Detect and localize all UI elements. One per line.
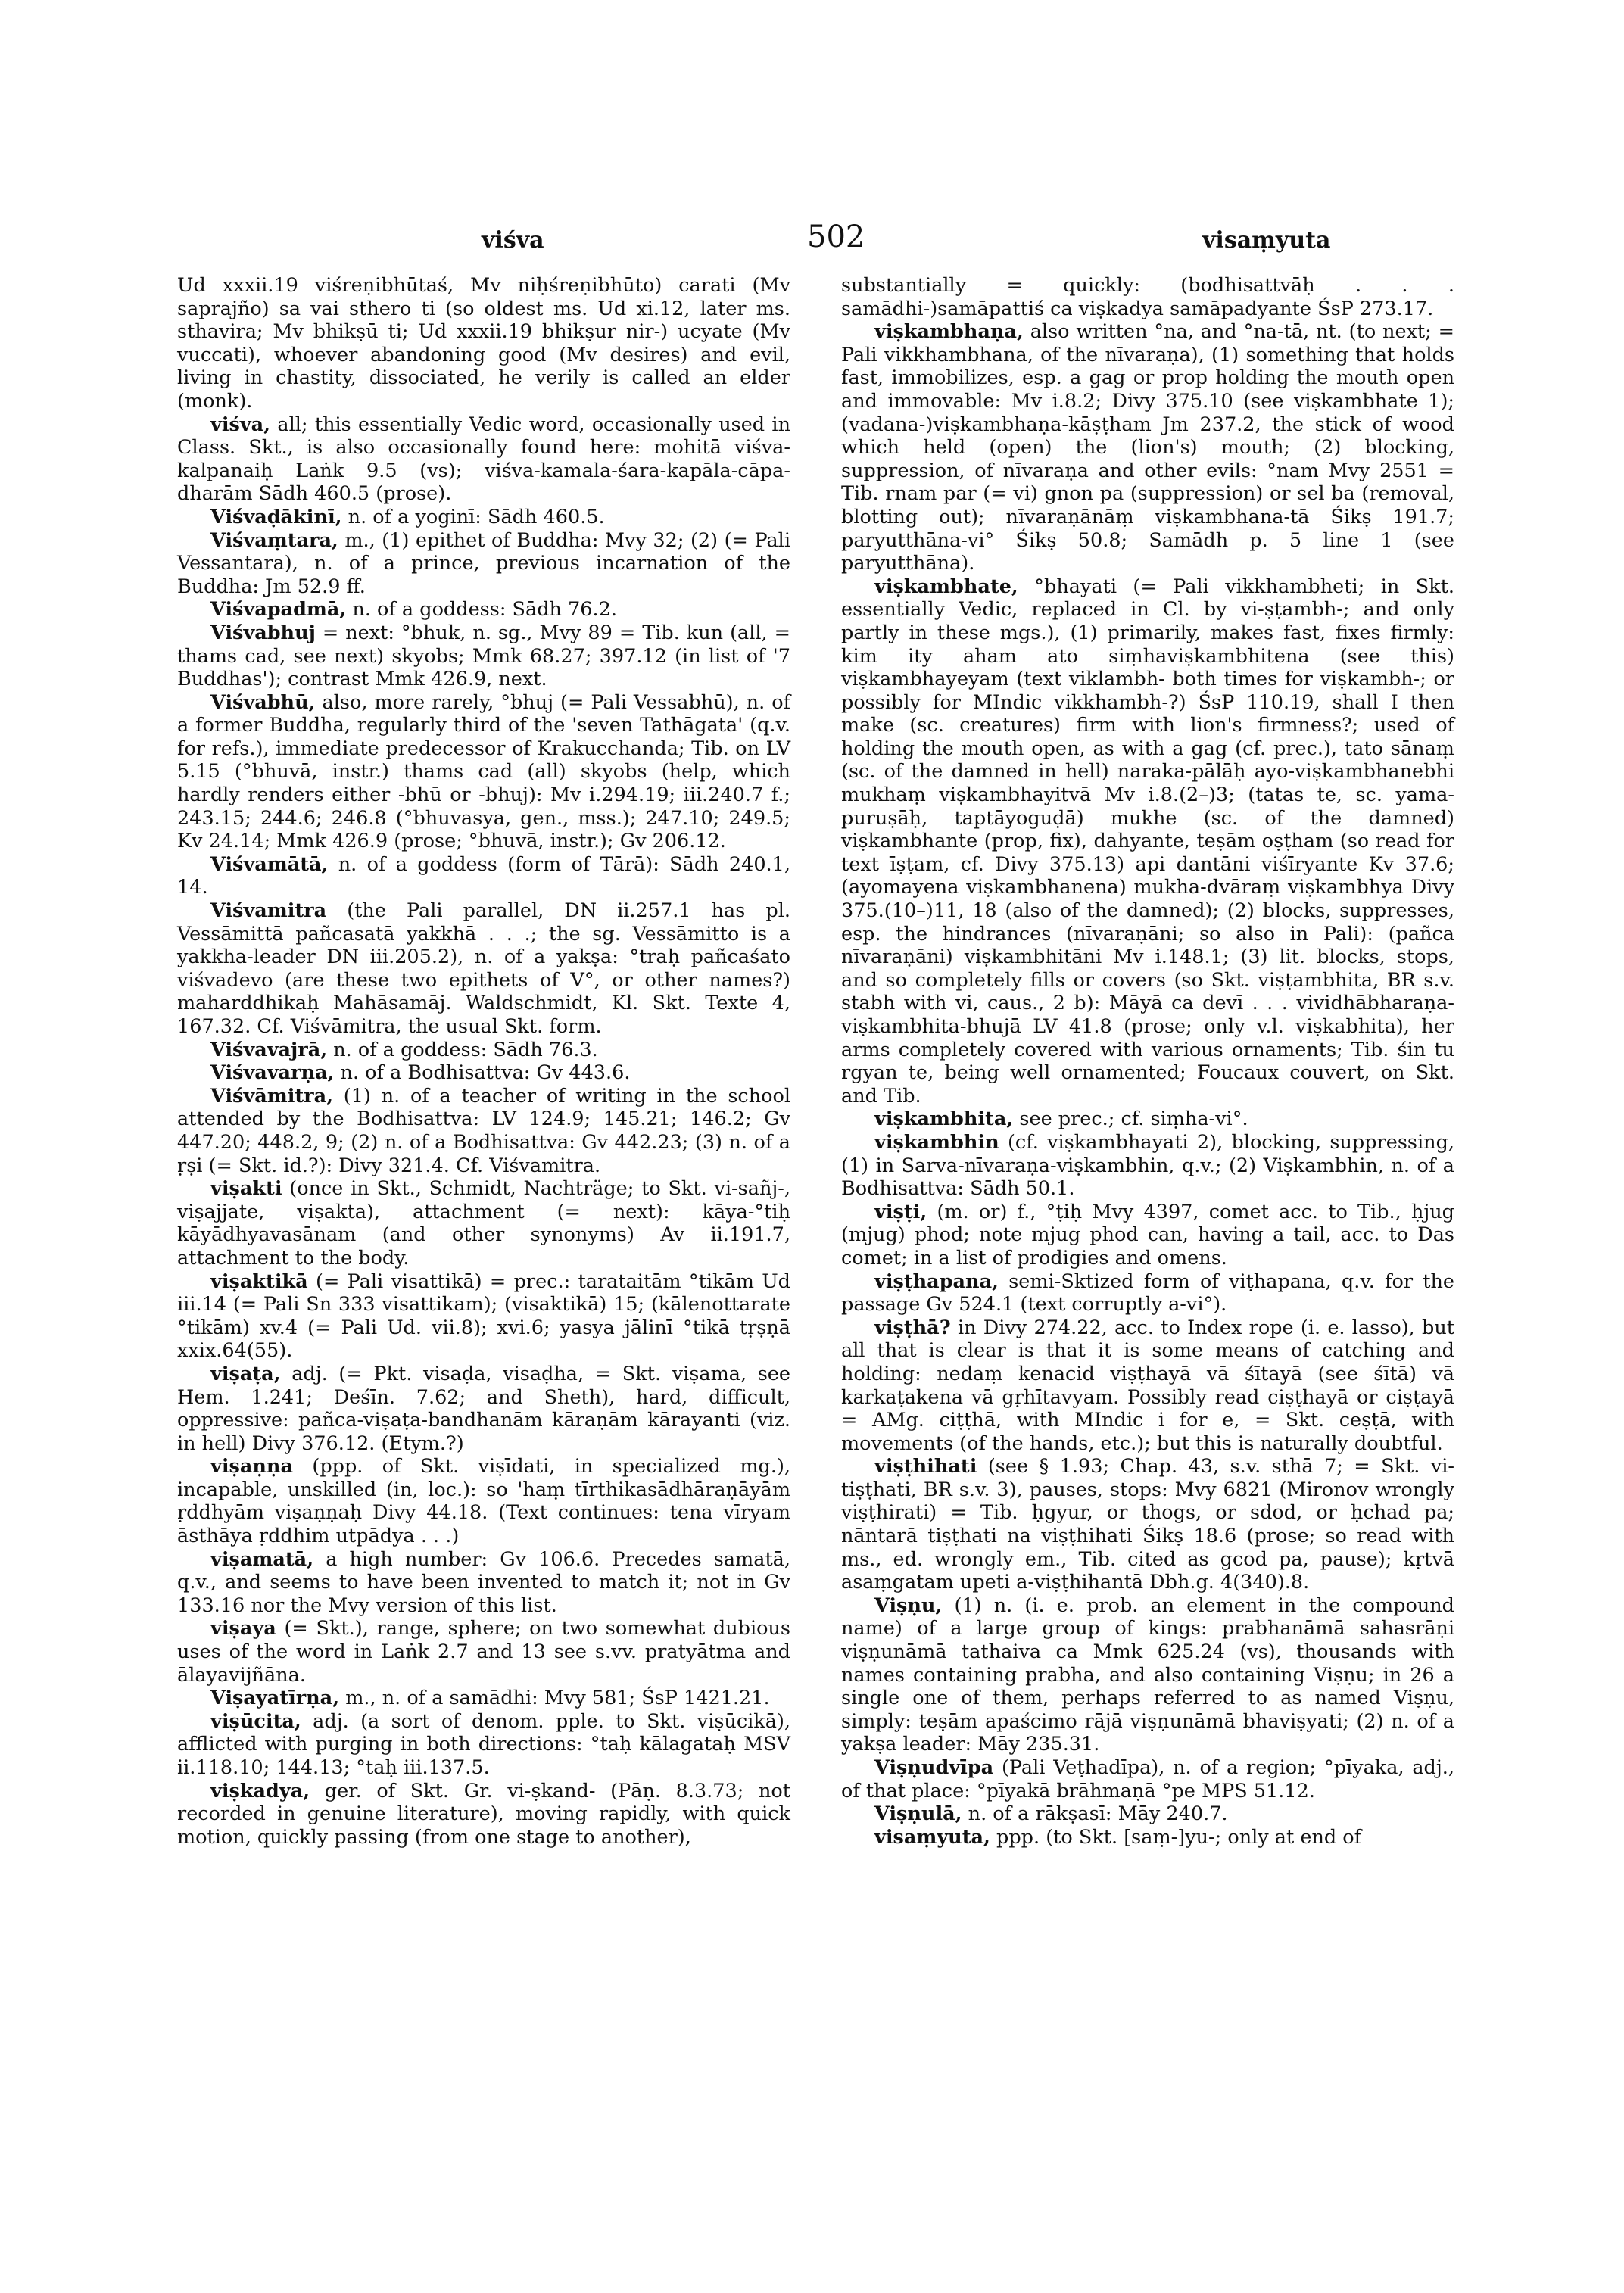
entry-text: Ud xxxii.19 viśreṇibhūtaś, Mv niḥśreṇibhūto) carati (Mv saprajño) sa vai sthero ti (so oldest ms. Ud xi.12, later ms. sthavira; Mv bhikṣū ti; Ud xxxii.19 bhikṣur nir-) ucyate (Mv vuccati), whoever abandoning good (Mv desires) and evil, living in chastity, dissociated, he verily is called an elder (monk). [177, 274, 790, 413]
entry-headword: viṣkambhin [874, 1130, 999, 1154]
entry-headword: viṣkambhate, [874, 575, 1018, 598]
dictionary-entry [177, 413, 790, 506]
entry-text: n. of a goddess (form of Tārā): Sādh 240.1, 14. [177, 852, 790, 899]
entry-text: ger. of Skt. Gr. vi-ṣkand- (Pāṇ. 8.3.73; not recorded in genuine literature), moving rapidly, with quick motion, quickly passing (from one stage to another), [177, 1779, 790, 1849]
dictionary-entry [177, 506, 790, 529]
entry-headword: Viṣṇu, [874, 1594, 943, 1617]
entry-text: (see § 1.93; Chap. 43, s.v. sthā 7; = Skt. vi-tiṣṭhati, BR s.v. 3), pauses, stops: Mvy 6821 (Mironov wrongly viṣṭhirati) = Tib. ḥgyur, or thogs, or sdod, or ḥchad pa; nāntarā tiṣṭhati na viṣṭhihati Śikṣ 18.6 (prose; so read with ms., ed. wrongly em., Tib. cited as gcod pa, pause); kṛtvā asaṃgatam upeti a-viṣṭhihantā Dbh.g. 4(340).8. [841, 1455, 1454, 1594]
entry-text: see prec.; cf. siṃha-vi°. [1019, 1108, 1248, 1131]
dictionary-entry [841, 1270, 1454, 1316]
entry-text: n. of a rākṣasī: Māy 240.7. [968, 1802, 1228, 1826]
entry-text: (= Pali visattikā) = prec.: tarataitām °tikām Ud iii.14 (= Pali Sn 333 visattikam); (visaktikā) 15; (kālenottarate °tikām) xv.4 (= Pali Ud. vii.8); xvi.6; yasya jālinī °tikā tṛṣṇā xxix.64(55). [177, 1270, 791, 1363]
entry-headword: viṣkambhaṇa, [874, 320, 1024, 344]
dictionary-entry [177, 1039, 790, 1062]
entry-text: semi-Sktized form of viṭhapana, q.v. for the passage Gv 524.1 (text corruptly a-vi°). [841, 1270, 1454, 1316]
dictionary-entry [177, 1270, 790, 1363]
entry-text: also, more rarely, °bhuj (= Pali Vessabhū), n. of a former Buddha, regularly third of the 'seven Tathāgata' (q.v. for refs.), immediate predecessor of Krakucchanda; Tib. on LV 5.15 (°bhuvā, instr.) thams cad (all) skyobs (help, which hardly renders either -bhū or -bhuj): Mv i.294.19; iii.240.7 f.; 243.15; 244.6; 246.8 (°bhuvasya, gen., mss.); 247.10; 249.5; Kv 24.14; Mmk 426.9 (prose; °bhuvā, instr.); Gv 206.12. [177, 690, 791, 853]
dictionary-entry [177, 1710, 790, 1780]
entry-headword: viṣṭhapana, [874, 1270, 999, 1293]
entry-text: n. of a goddess: Sādh 76.2. [352, 598, 617, 622]
entry-headword: Viśvavarṇa, [210, 1061, 335, 1085]
dictionary-entry [177, 691, 790, 853]
entry-headword: viṣaya [210, 1617, 276, 1640]
dictionary-entry [177, 1363, 790, 1455]
entry-headword: viṣṭi, [874, 1200, 927, 1223]
entry-headword: visaṃyuta, [874, 1825, 990, 1849]
page-number: 502 [807, 220, 865, 254]
entry-text: (Pali Veṭhadīpa), n. of a region; °pīyaka, adj., of that place: °pīyakā brāhmaṇā °pe MPS 51.12. [841, 1756, 1454, 1802]
entry-headword: Viśvaṃtara, [210, 528, 338, 552]
entry-headword: Viśvaḍākinī, [210, 505, 342, 528]
entry-headword: viṣamatā, [210, 1547, 314, 1571]
page-header [179, 220, 1451, 265]
entry-headword: viṣṭhā? [874, 1316, 951, 1339]
entry-headword: Viśvapadmā, [210, 598, 347, 622]
dictionary-entry [177, 899, 790, 1039]
entry-text: (m. or) f., °ṭiḥ Mvy 4397, comet acc. to Tib., ḥjug (mjug) phod; note mjug phod can, having a tail, acc. to Das comet; in a list of prodigies and omens. [841, 1200, 1455, 1270]
entry-headword: viṣkadya, [210, 1779, 310, 1802]
entry-text: (= Skt.), range, sphere; on two somewhat dubious uses of the word in Laṅk 2.7 and 13 see s.vv. pratyātma and ālayavijñāna. [177, 1617, 791, 1687]
entry-headword: Viśvāmitra, [210, 1084, 334, 1108]
entry-text: substantially = quickly: (bodhisattvāḥ . . . samādhi-)samāpattiś ca viṣkadya samāpadyante ŚsP 273.17. [841, 274, 1454, 320]
left-running-headword: viśva [482, 227, 544, 254]
entry-text: m., (1) epithet of Buddha: Mvy 32; (2) (= Pali Vessantara), n. of a prince, previous incarnation of the Buddha: Jm 52.9 ff. [177, 528, 790, 598]
entry-headword: Viṣayatīrṇa, [210, 1687, 340, 1710]
dictionary-entry [177, 1617, 790, 1687]
entry-headword: viṣakti [210, 1177, 282, 1201]
entry-text: (the Pali parallel, DN ii.257.1 has pl. Vessāmittā pañcasatā yakkhā . . .; the sg. Vessāmitto is a yakkha-leader DN iii.205.2), n. of a yakṣa: °traḥ pañcaśato viśvadevo (are these two epithets of V°, or other names?) maharddhikaḥ Mahāsamāj. Waldschmidt, Kl. Skt. Texte 4, 167.32. Cf. Viśvāmitra, the usual Skt. form. [177, 899, 790, 1038]
entry-text: (cf. viṣkambhayati 2), blocking, suppressing, (1) in Sarva-nīvaraṇa-viṣkambhin, q.v.; (2) Viṣkambhin, n. of a Bodhisattva: Sādh 50.1. [841, 1130, 1455, 1201]
entry-headword: viśva, [210, 413, 271, 436]
entry-headword: Viśvavajrā, [210, 1038, 328, 1061]
entry-headword: Viṣṇulā, [874, 1802, 962, 1826]
entry-headword: viṣūcita, [210, 1709, 301, 1733]
entry-headword: Viśvamātā, [210, 852, 329, 876]
dictionary-entry [841, 320, 1454, 575]
dictionary-entry [177, 1455, 790, 1547]
entry-text: adj. (= Pkt. visaḍa, visaḍha, = Skt. viṣama, see Hem. 1.241; Deśīn. 7.62; and Sheth), hard, difficult, oppressive: pañca-viṣaṭa-bandhanām kāraṇām kārayanti (viz. in hell) Divy 376.12. (Etym.?) [177, 1362, 790, 1455]
entry-headword: Viṣṇudvīpa [874, 1756, 994, 1779]
entry-text: all; this essentially Vedic word, occasionally used in Class. Skt., is also occasionally found here: mohitā viśva-kalpanaiḥ Laṅk 9.5 (vs); viśva-kamala-śara-kapāla-cāpa-dharām Sādh 460.5 (prose). [177, 413, 791, 506]
entry-headword: viṣaṇṇa [210, 1455, 293, 1478]
dictionary-entry [841, 1802, 1454, 1826]
entry-text: a high number: Gv 106.6. Precedes samatā, q.v., and seems to have been invented to match it; not in Gv 133.16 nor the Mvy version of this list. [177, 1547, 790, 1617]
dictionary-entry [841, 1201, 1454, 1270]
dictionary-entry [841, 1131, 1454, 1201]
dictionary-entry [177, 1177, 790, 1270]
entry-headword: Viśvabhuj [210, 621, 316, 644]
entry-text: (1) n. (i. e. prob. an element in the compound name) of a large group of kings: prabhanāmā sahasrāṇi viṣṇunāmā tathaiva ca Mmk 625.24 (vs), thousands with names containing prabha, and also containing Viṣṇu; in 26 a single one of them, perhaps referred to as named Viṣṇu, simply: teṣām apaścimo rājā viṣṇunāmā bhaviṣyati; (2) n. of a yakṣa leader: Māy 235.31. [841, 1594, 1454, 1756]
entry-text: m., n. of a samādhi: Mvy 581; ŚsP 1421.21. [345, 1687, 770, 1710]
dictionary-entry [177, 1061, 790, 1085]
entry-text: adj. (a sort of denom. pple. to Skt. viṣūcikā), afflicted with purging in both directions: °taḥ kālagataḥ MSV ii.118.10; 144.13; °taḥ iii.137.5. [177, 1709, 790, 1779]
entry-text: (1) n. of a teacher of writing in the school attended by the Bodhisattva: LV 124.9; 145.21; 146.2; Gv 447.20; 448.2, 9; (2) n. of a Bodhisattva: Gv 442.23; (3) n. of a ṛṣi (= Skt. id.?): Divy 321.4. Cf. Viśvamitra. [177, 1084, 790, 1177]
entry-headword: viṣkambhita, [874, 1108, 1014, 1131]
entry-text: (once in Skt., Schmidt, Nachträge; to Skt. vi-sañj-, viṣajjate, viṣakta), attachment (= next): kāya-°tiḥ kāyādhyavasānam (and other synonyms) Av ii.191.7, attachment to the body. [177, 1177, 790, 1270]
right-running-headword: visaṃyuta [1202, 227, 1331, 254]
left-column [177, 274, 790, 1849]
entry-headword: viṣṭhihati [874, 1455, 977, 1478]
dictionary-entry [841, 1316, 1454, 1456]
dictionary-entry [177, 1780, 790, 1849]
dictionary-entry [841, 1756, 1454, 1802]
dictionary-entry [177, 1085, 790, 1177]
dictionary-entry [177, 529, 790, 599]
entry-text: in Divy 274.22, acc. to Index rope (i. e. lasso), but all that is clear is that it is some means of catching and holding: nedaṃ kenacid viṣṭhayā vā śītayā (see śītā) vā karkaṭakena vā gṛhītavyam. Possibly read ciṣṭhayā or ciṣṭayā = AMg. ciṭṭhā, with MIndic i for e, = Skt. ceṣṭā, with movements (of the hands, etc.); but this is naturally doubtful. [841, 1316, 1455, 1455]
entry-text: n. of a goddess: Sādh 76.3. [333, 1038, 598, 1061]
dictionary-entry [177, 622, 790, 691]
dictionary-entry [177, 1687, 790, 1710]
dictionary-entry [177, 598, 790, 622]
dictionary-entry [841, 1455, 1454, 1594]
dictionary-entry [841, 1594, 1454, 1756]
entry-headword: Viśvabhū, [210, 690, 316, 714]
entry-headword: viṣaktikā [210, 1270, 308, 1293]
dictionary-entry [841, 274, 1454, 320]
dictionary-entry [841, 1108, 1454, 1131]
entry-headword: viṣaṭa, [210, 1362, 281, 1385]
dictionary-entry [177, 1548, 790, 1618]
dictionary-entry [177, 853, 790, 899]
entry-text: also written °na, and °na-tā, nt. (to next; = Pali vikkhambhana, of the nīvaraṇa), (1) something that holds fast, immobilizes, esp. a gag or prop holding the mouth open and immovable: Mv i.8.2; Divy 375.10 (see viṣkambhate 1); (vadana-)viṣkambhaṇa-kāṣṭham Jm 237.2, the stick of wood which held (open) the (lion's) mouth; (2) blocking, suppression, of nīvaraṇa and other evils: °nam Mvy 2551 = Tib. rnam par (= vi) gnon pa (suppression) or sel ba (removal, blotting out); nīvaraṇānāṃ viṣkambhana-tā Śikṣ 191.7; paryutthāna-vi° Śikṣ 50.8; Samādh p. 5 line 1 (see paryutthāna). [841, 320, 1454, 575]
entry-headword: Viśvamitra [210, 899, 327, 923]
right-column [841, 274, 1454, 1849]
entry-text: ppp. (to Skt. [saṃ-]yu-; only at end of [996, 1825, 1362, 1849]
dictionary-entry [841, 1826, 1454, 1849]
entry-text: n. of a yoginī: Sādh 460.5. [348, 505, 605, 528]
entry-text: = next: °bhuk, n. sg., Mvy 89 = Tib. kun (all, = thams cad, see next) skyobs; Mmk 68.27; 397.12 (in list of '7 Buddhas'); contrast Mmk 426.9, next. [177, 621, 791, 691]
dictionary-entry [841, 575, 1454, 1108]
dictionary-entry [177, 274, 790, 413]
entry-text: n. of a Bodhisattva: Gv 443.6. [340, 1061, 631, 1085]
entry-text: °bhayati (= Pali vikkhambheti; in Skt. essentially Vedic, replaced in Cl. by vi-ṣṭambh-; and only partly in these mgs.), (1) primarily, makes fast, fixes firmly: kim ity aham ato siṃhaviṣkambhitena (see this) viṣkambhayeyam (text viklambh- both times for viṣkambh-; or possibly for MIndic vikkhambh-?) ŚsP 110.19, shall I then make (sc. creatures) firm with lion's firmness?; used of holding the mouth open, as with a gag (cf. prec.), tato sānaṃ (sc. of the damned in hell) naraka-pālāḥ ayo-viṣkambhanebhi mukhaṃ viṣkambhayitvā Mv i.8.(2–)3; (tatas te, sc. yama-puruṣāḥ, taptāyoguḍā) mukhe (sc. of the damned) viṣkambhante (prop, fix), dahyante, teṣām oṣṭham (so read for text īṣṭam, cf. Divy 375.13) api dantāni viśīryante Kv 37.6; (ayomayena viṣkambhanena) mukha-dvāraṃ viṣkambhya Divy 375.(10–)11, 18 (also of the damned); (2) blocks, suppresses, esp. the hindrances (nīvaraṇāni; so also in Pali): (pañca nīvaraṇāni) viṣkambhitāni Mv i.148.1; (3) lit. blocks, stops, and so completely fills or covers (so Skt. viṣṭambhita, BR s.v. stabh with vi, caus., 2 b): Māyā ca devī . . . vividhābharaṇa-viṣkambhita-bhujā LV 41.8 (prose; only v.l. viṣkabhita), her arms completely covered with various ornaments; Tib. śin tu rgyan te, being well ornamented; Foucaux couvert, on Skt. and Tib. [841, 575, 1454, 1108]
entry-text: (ppp. of Skt. viṣīdati, in specialized mg.), incapable, unskilled (in, loc.): so 'haṃ tīrthikasādhāraṇāyām ṛddhyām viṣaṇṇaḥ Divy 44.18. (Text continues: tena vīryam āsthāya ṛddhim utpādya . . .) [177, 1455, 791, 1548]
